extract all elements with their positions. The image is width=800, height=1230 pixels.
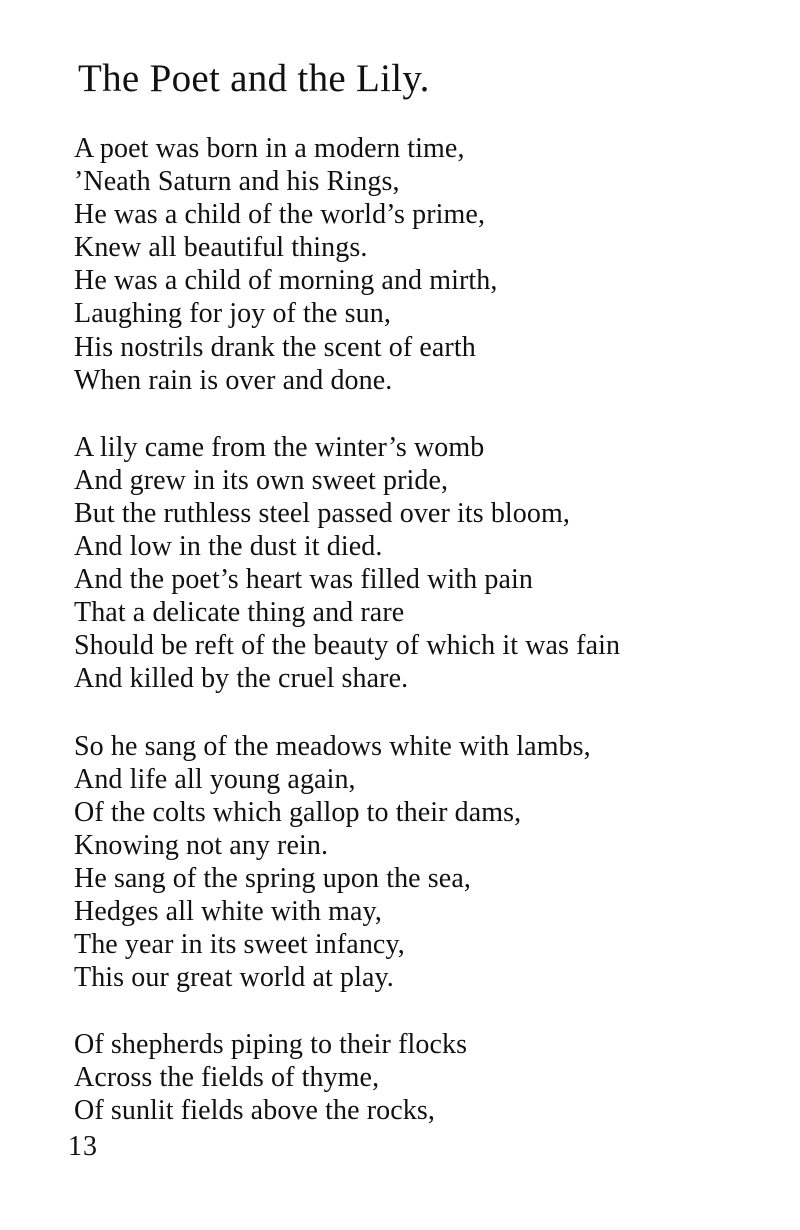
stanza-4 bbox=[74, 1028, 774, 1127]
poem-line: He was a child of the world’s prime, bbox=[74, 199, 486, 231]
stanza-3 bbox=[74, 730, 774, 995]
poem-line: Across the fields of thyme, bbox=[74, 1062, 380, 1094]
poem-line: Hedges all white with may, bbox=[74, 895, 382, 927]
poem-line: So he sang of the meadows white with lambs, bbox=[74, 730, 591, 762]
page-number: 13 bbox=[68, 1131, 98, 1162]
poem-line: A lily came from the winter’s womb bbox=[74, 431, 485, 463]
poem-line: ’Neath Saturn and his Rings, bbox=[74, 166, 400, 198]
poem-line: And the poet’s heart was filled with pain bbox=[74, 564, 533, 596]
poem-line: And low in the dust it died. bbox=[74, 531, 383, 563]
poem-body bbox=[74, 132, 774, 1162]
poem-line: Of sunlit fields above the rocks, bbox=[74, 1095, 435, 1127]
poem-line: When rain is over and done. bbox=[74, 364, 393, 396]
poem-line: He was a child of morning and mirth, bbox=[74, 265, 498, 297]
poem-line: Of shepherds piping to their flocks bbox=[74, 1029, 468, 1061]
stanza-2 bbox=[74, 431, 774, 696]
poem-line: And grew in its own sweet pride, bbox=[74, 464, 449, 496]
poem-line: The year in its sweet infancy, bbox=[74, 929, 405, 961]
poem-line: And life all young again, bbox=[74, 763, 356, 795]
poem-line: Should be reft of the beauty of which it was fain bbox=[74, 630, 621, 662]
poem-line: That a delicate thing and rare bbox=[74, 597, 405, 629]
poem-line: His nostrils drank the scent of earth bbox=[74, 331, 476, 363]
poem-line: Laughing for joy of the sun, bbox=[74, 298, 391, 330]
poem-line: Knowing not any rein. bbox=[74, 829, 329, 861]
poem-title: The Poet and the Lily. bbox=[78, 57, 430, 100]
poem-line: A poet was born in a modern time, bbox=[74, 133, 465, 164]
stanza-1 bbox=[74, 132, 774, 397]
poem-line: He sang of the spring upon the sea, bbox=[74, 862, 471, 894]
poem-line: Knew all beautiful things. bbox=[74, 232, 368, 264]
poem-line: Of the colts which gallop to their dams, bbox=[74, 796, 522, 828]
poem-line: But the ruthless steel passed over its bloom, bbox=[74, 497, 570, 529]
poem-line: And killed by the cruel share. bbox=[74, 663, 409, 695]
poem-line: This our great world at play. bbox=[74, 962, 394, 994]
